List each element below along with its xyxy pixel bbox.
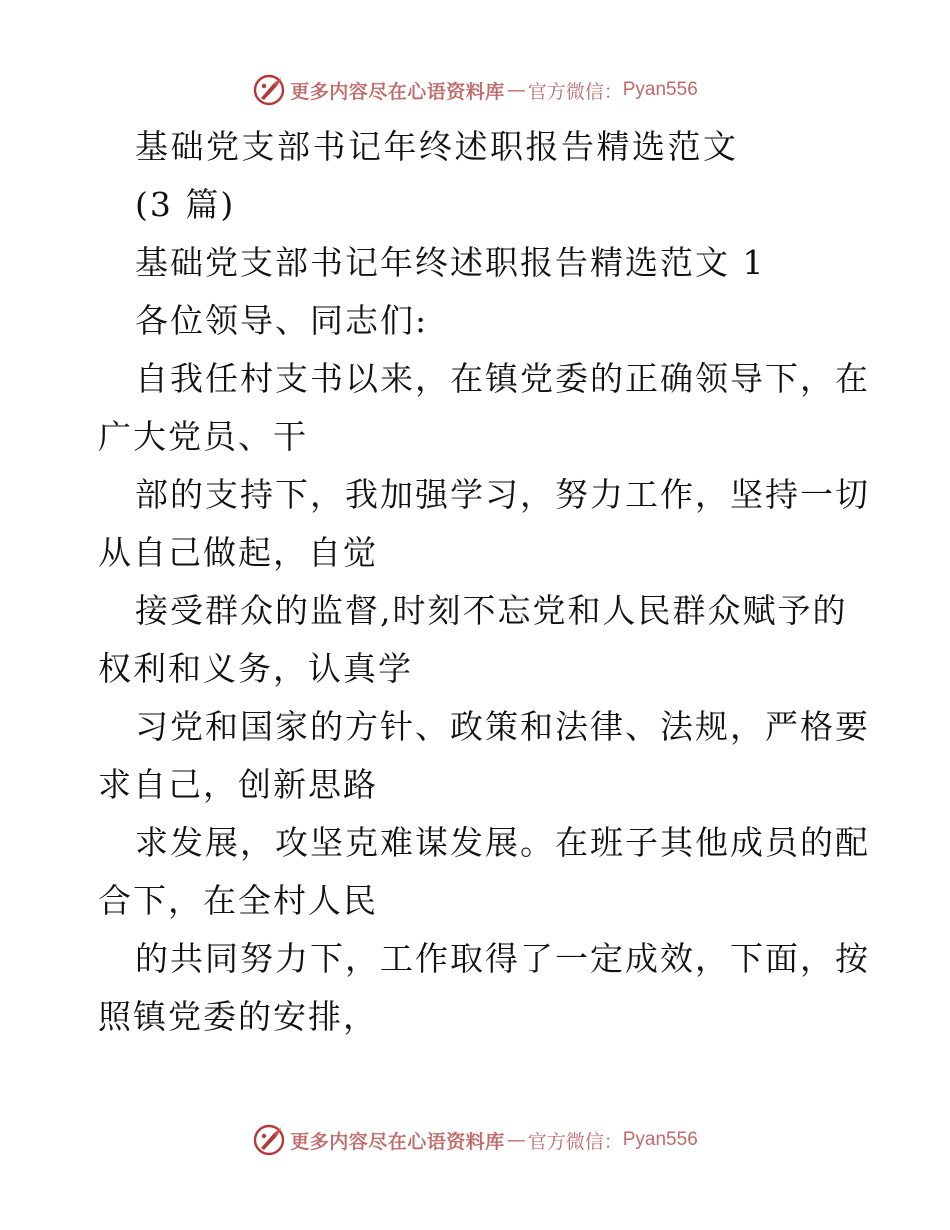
footer-watermark bbox=[0, 1120, 950, 1160]
body-line: 接受群众的监督,时刻不忘党和人民群众赋予的 bbox=[135, 591, 848, 630]
salutation: 各位领导、同志们: bbox=[135, 301, 429, 340]
body-line: 自我任村支书以来，在镇党委的正确领导下，在 bbox=[135, 359, 870, 398]
body-line: 习党和国家的方针、政策和法律、法规，严格要 bbox=[135, 707, 870, 746]
quill-logo-icon bbox=[252, 1123, 286, 1157]
watermark-main-text: 更多内容尽在心语资料库 bbox=[290, 80, 505, 103]
body-line: 求自己，创新思路 bbox=[98, 765, 378, 804]
watermark-dash: — bbox=[506, 79, 526, 101]
body-line: 合下，在全村人民 bbox=[98, 881, 378, 920]
watermark-main-text: 更多内容尽在心语资料库 bbox=[290, 1130, 505, 1153]
watermark-account: Pyan556 bbox=[622, 1129, 698, 1150]
watermark-dash: — bbox=[506, 1129, 526, 1151]
body-line: 从自己做起，自觉 bbox=[98, 533, 378, 572]
body-line: 求发展，攻坚克难谋发展。在班子其他成员的配 bbox=[135, 823, 870, 862]
document-title-count: (3 篇) bbox=[135, 185, 236, 224]
section-heading: 基础党支部书记年终述职报告精选范文 1 bbox=[135, 243, 766, 282]
body-line: 的共同努力下，工作取得了一定成效，下面，按 bbox=[135, 939, 870, 978]
body-line: 部的支持下，我加强学习，努力工作，坚持一切 bbox=[135, 475, 870, 514]
body-line: 照镇党委的安排， bbox=[98, 997, 378, 1036]
watermark-prefix: 官方微信： bbox=[527, 1130, 623, 1153]
watermark-prefix: 官方微信： bbox=[527, 80, 623, 103]
body-line: 广大党员、干 bbox=[98, 417, 308, 456]
body-line: 权利和义务，认真学 bbox=[98, 649, 413, 688]
document-title: 基础党支部书记年终述职报告精选范文 bbox=[135, 127, 739, 166]
watermark-account: Pyan556 bbox=[622, 79, 698, 100]
